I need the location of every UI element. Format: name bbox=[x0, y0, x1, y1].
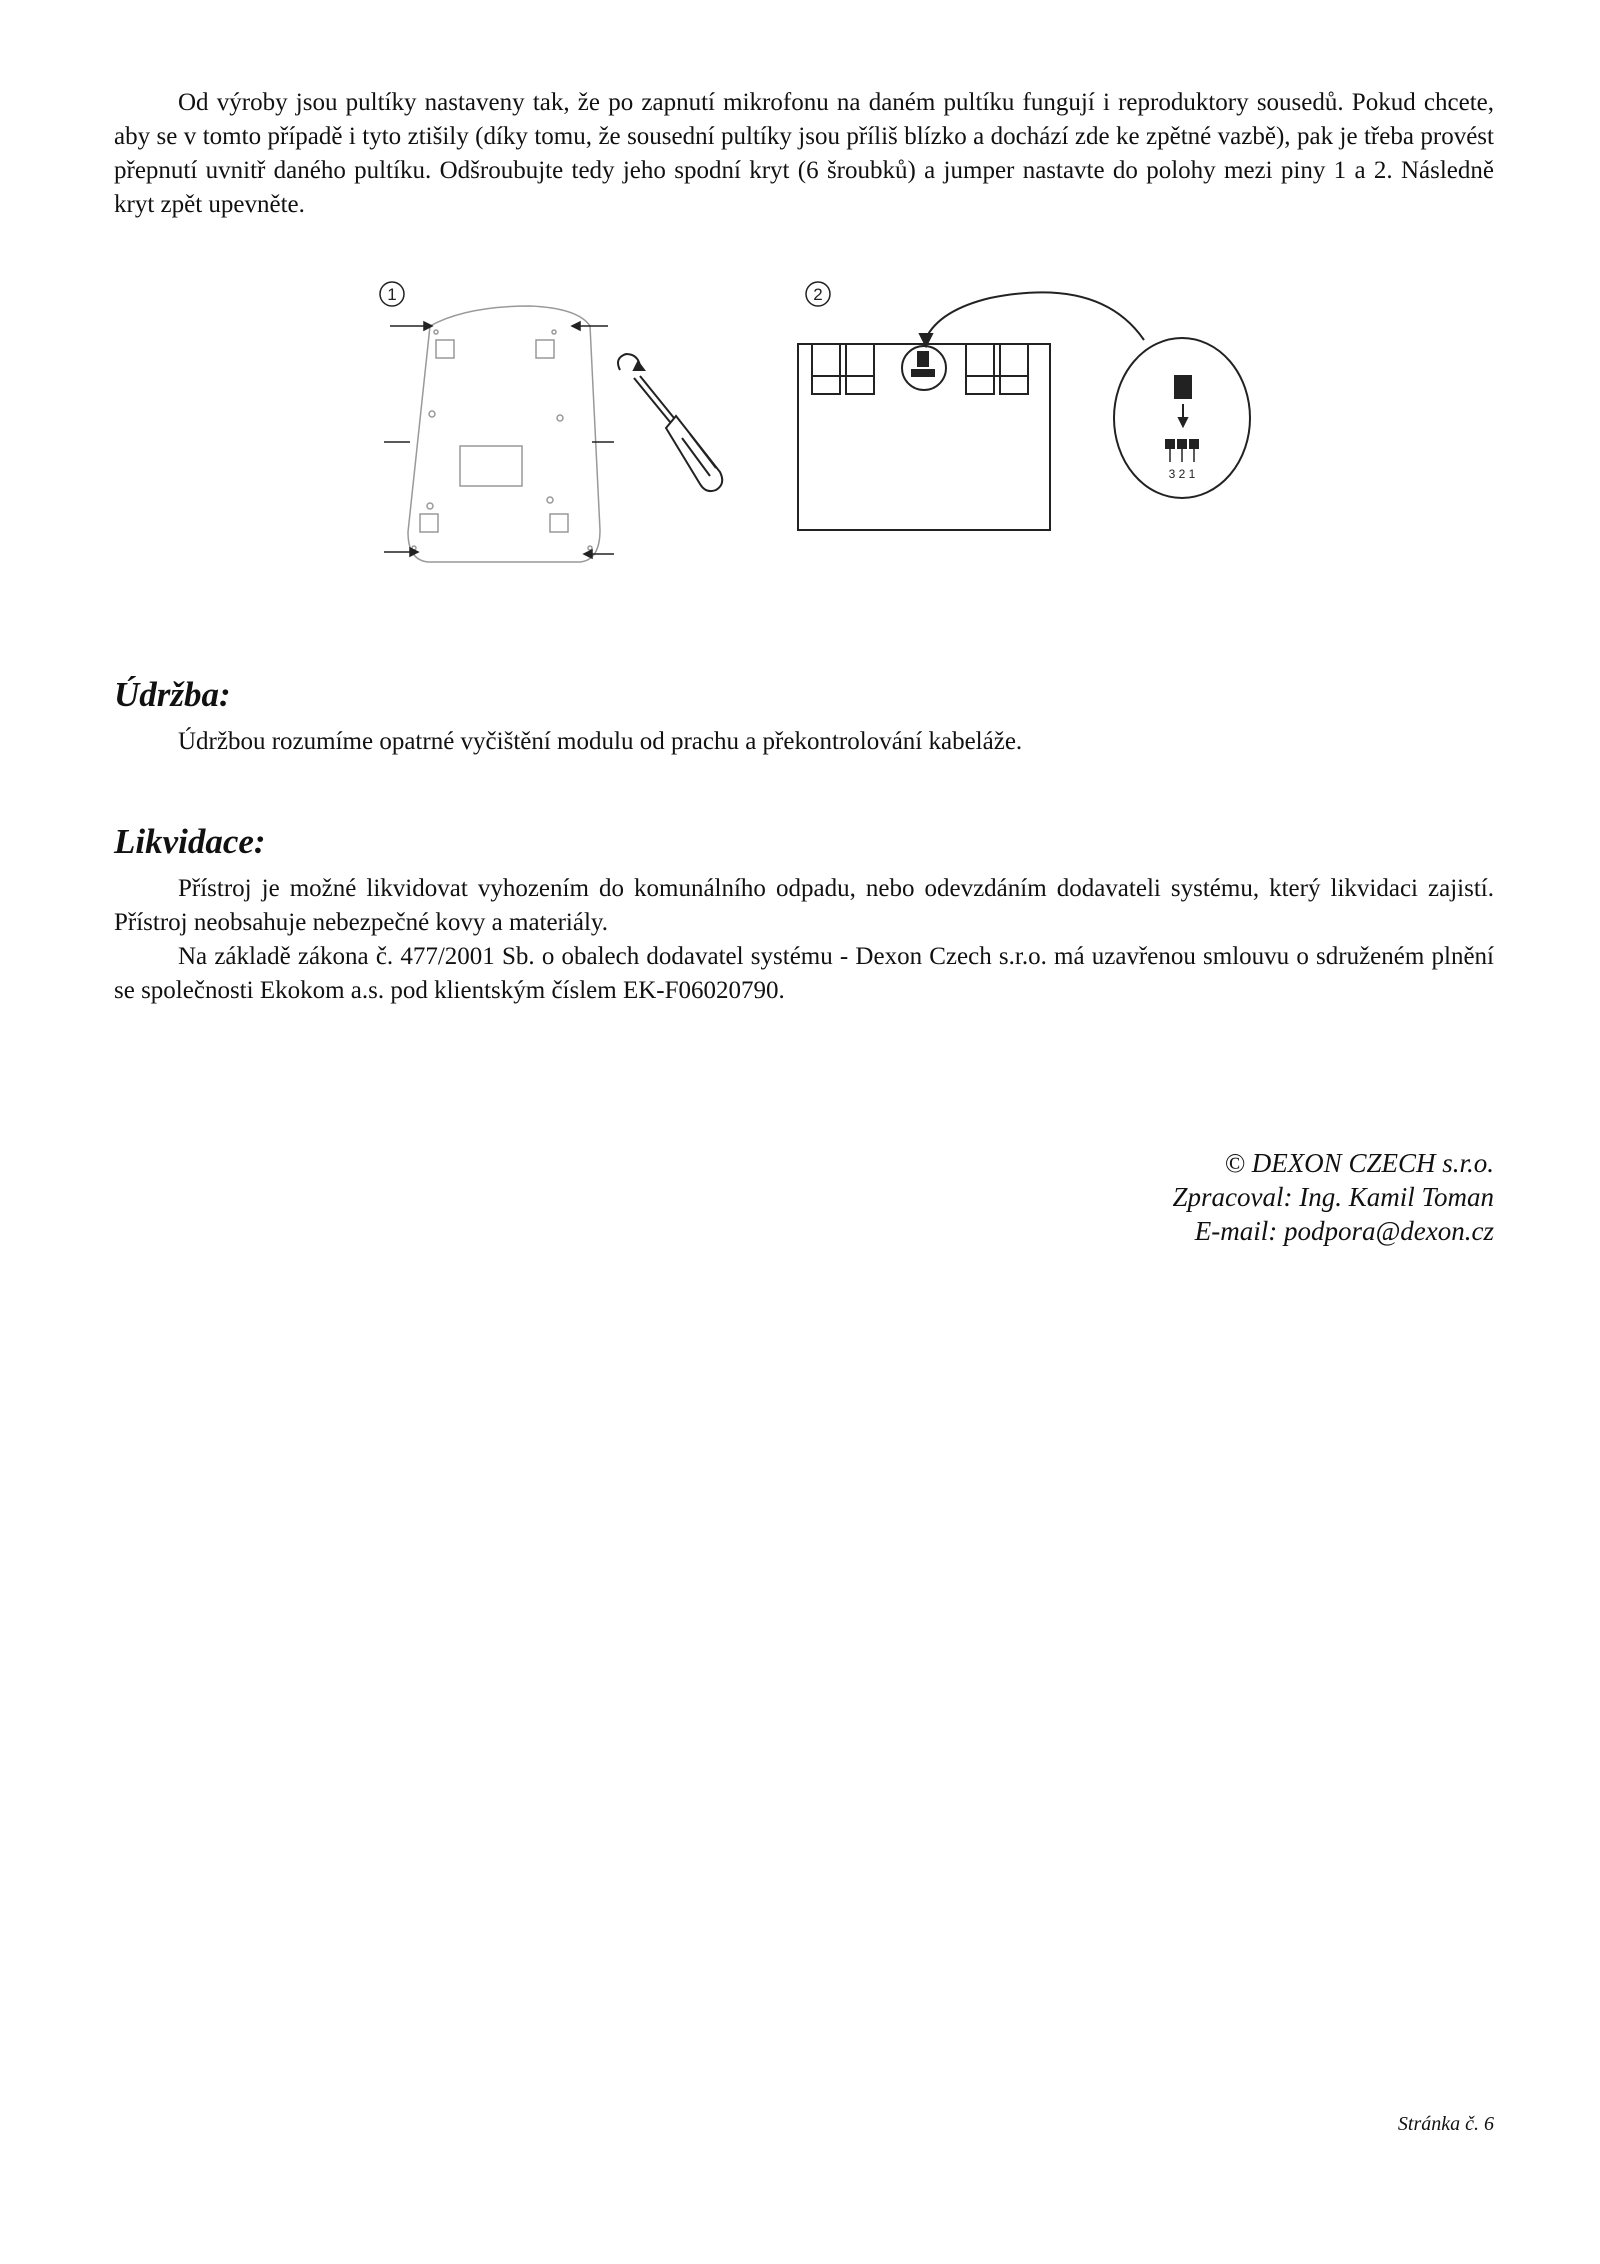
step1-label: 1 bbox=[387, 285, 397, 304]
instruction-figure bbox=[370, 270, 1270, 580]
maintenance-text: Údržbou rozumíme opatrné vyčištění modulu od prachu a překontrolování kabeláže. bbox=[178, 728, 1023, 755]
pin-numbers: 3 2 1 bbox=[1168, 467, 1196, 481]
signature-email: E-mail: podpora@dexon.cz bbox=[1194, 1216, 1494, 1246]
signature-author: Zpracoval: Ing. Kamil Toman bbox=[1172, 1182, 1494, 1212]
step2-label: 2 bbox=[813, 285, 823, 304]
disposal-heading: Likvidace: bbox=[114, 822, 266, 861]
intro-paragraph: Od výroby jsou pultíky nastaveny tak, že po zapnutí mikrofonu na daném pultíku fungují i reproduktory sousedů. Pokud chcete, aby se v tomto případě i tyto ztišily (díky tomu, že sousední pultíky jsou příliš blízko a dochází zde ke zpětné vazbě), pak je třeba provést přepnutí uvnitř daného pultíku. Odšroubujte tedy jeho spodní kryt (6 šroubků) a jumper nastavte do polohy mezi piny 1 a 2. Následně kryt zpět upevněte. bbox=[114, 89, 1494, 218]
disposal-paragraph-1: Přístroj je možné likvidovat vyhozením do komunálního odpadu, nebo odevzdáním dodavateli systému, který likvidaci zajistí. Přístroj neobsahuje nebezpečné kovy a materiály. bbox=[114, 875, 1494, 936]
screwdriver-icon bbox=[618, 354, 722, 491]
step1-marker bbox=[380, 282, 404, 306]
circuit-board-drawing bbox=[798, 344, 1050, 530]
bottom-cover-drawing bbox=[408, 306, 600, 562]
signature-company: © DEXON CZECH s.r.o. bbox=[1224, 1148, 1494, 1178]
maintenance-heading: Údržba: bbox=[114, 675, 231, 714]
step2-marker bbox=[806, 282, 830, 306]
disposal-paragraph-2: Na základě zákona č. 477/2001 Sb. o obalech dodavatel systému - Dexon Czech s.r.o. má uzavřenou smlouvu o sdruženém plnění se společnosti Ekokom a.s. pod klientským číslem EK-F06020790. bbox=[114, 943, 1494, 1004]
page-number: Stránka č. 6 bbox=[1397, 2113, 1494, 2135]
zoom-arrow bbox=[920, 292, 1144, 346]
